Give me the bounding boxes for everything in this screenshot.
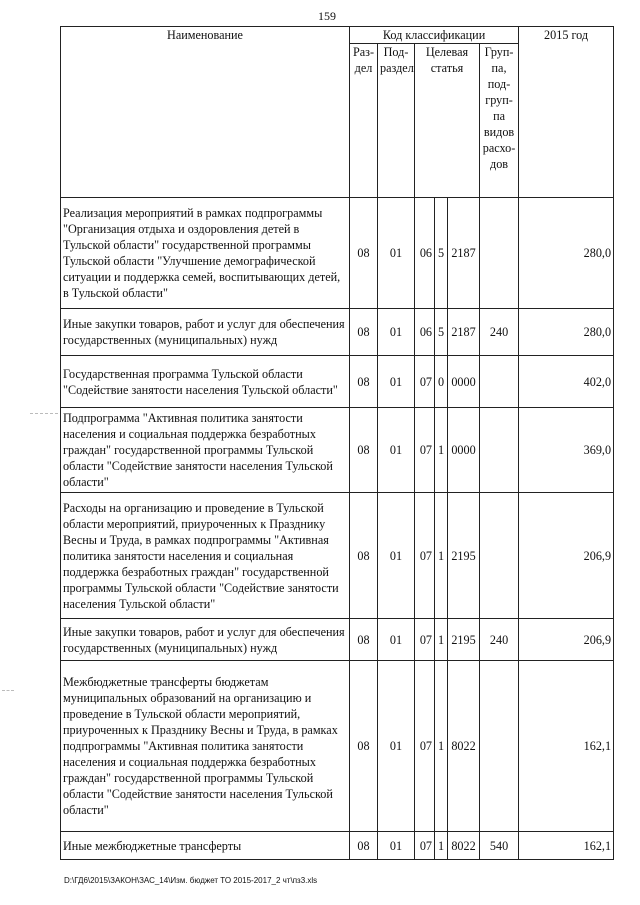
table-row	[61, 661, 614, 832]
header-target: Целевая статья	[415, 44, 480, 198]
row-amount: 206,9	[519, 619, 614, 661]
table-row	[61, 408, 614, 493]
row-target-program: 07	[415, 408, 435, 493]
row-name: Иные закупки товаров, работ и услуг для обеспечения государственных (муниципальных) нужд	[61, 619, 350, 661]
row-razdel: 08	[350, 408, 378, 493]
row-expense-type	[480, 356, 519, 408]
row-target-program: 07	[415, 661, 435, 832]
row-razdel: 08	[350, 619, 378, 661]
row-razdel: 08	[350, 832, 378, 860]
file-path-footer: D:\ГД6\2015\ЗАКОН\ЗАС_14\Изм. бюджет ТО 2015-2017_2 чт\пз3.xls	[64, 876, 318, 885]
table-body	[61, 198, 614, 860]
row-target-program: 07	[415, 832, 435, 860]
row-target-subprogram: 0	[435, 356, 448, 408]
row-expense-type	[480, 408, 519, 493]
table-row	[61, 309, 614, 356]
row-target-program: 06	[415, 309, 435, 356]
row-target-subprogram: 5	[435, 309, 448, 356]
row-razdel: 08	[350, 356, 378, 408]
row-target-direction: 2187	[448, 309, 480, 356]
row-razdel: 08	[350, 493, 378, 619]
row-podrazdel: 01	[378, 493, 415, 619]
page-number: 159	[318, 9, 336, 23]
budget-table	[60, 26, 614, 860]
scan-artifact	[30, 413, 58, 414]
table-row	[61, 493, 614, 619]
row-podrazdel: 01	[378, 198, 415, 309]
header-razdel: Раз- дел	[350, 44, 378, 198]
row-target-direction: 8022	[448, 661, 480, 832]
row-target-program: 06	[415, 198, 435, 309]
row-amount: 206,9	[519, 493, 614, 619]
row-name: Расходы на организацию и проведение в Тульской области мероприятий, приуроченных к Празднику Весны и Труда, в рамках подпрограммы "Активная политика занятости населения и социальная поддержка безработных граждан" государственной программы Тульской области "Содействие занятости населения Тульской области"	[61, 493, 350, 619]
row-target-direction: 0000	[448, 408, 480, 493]
table-row	[61, 832, 614, 860]
row-amount: 280,0	[519, 309, 614, 356]
row-amount: 369,0	[519, 408, 614, 493]
row-target-subprogram: 5	[435, 198, 448, 309]
row-razdel: 08	[350, 661, 378, 832]
row-target-direction: 0000	[448, 356, 480, 408]
row-amount: 280,0	[519, 198, 614, 309]
row-target-direction: 2187	[448, 198, 480, 309]
row-target-program: 07	[415, 493, 435, 619]
row-name: Иные закупки товаров, работ и услуг для обеспечения государственных (муниципальных) нужд	[61, 309, 350, 356]
row-expense-type: 540	[480, 832, 519, 860]
row-target-subprogram: 1	[435, 832, 448, 860]
row-name: Иные межбюджетные трансферты	[61, 832, 350, 860]
header-name: Наименование	[61, 27, 350, 198]
row-target-subprogram: 1	[435, 661, 448, 832]
row-podrazdel: 01	[378, 832, 415, 860]
header-classification: Код классификации	[350, 27, 519, 44]
scan-artifact	[2, 690, 14, 691]
row-amount: 162,1	[519, 661, 614, 832]
row-name: Реализация мероприятий в рамках подпрограммы "Организация отдыха и оздоровления детей в Тульской области" государственной программы Тульской области "Улучшение демографической ситуации и поддержка семей, воспитывающих детей, в Тульской области"	[61, 198, 350, 309]
row-expense-type: 240	[480, 619, 519, 661]
row-razdel: 08	[350, 309, 378, 356]
row-podrazdel: 01	[378, 408, 415, 493]
row-target-subprogram: 1	[435, 619, 448, 661]
table-row	[61, 356, 614, 408]
row-expense-type	[480, 493, 519, 619]
row-target-subprogram: 1	[435, 408, 448, 493]
row-name: Подпрограмма "Активная политика занятости населения и социальная поддержка безработных граждан" государственной программы Тульской области "Содействие занятости населения Тульской области"	[61, 408, 350, 493]
row-razdel: 08	[350, 198, 378, 309]
row-amount: 402,0	[519, 356, 614, 408]
row-target-direction: 8022	[448, 832, 480, 860]
row-podrazdel: 01	[378, 356, 415, 408]
row-podrazdel: 01	[378, 619, 415, 661]
header-podrazdel: Под- раздел	[378, 44, 415, 198]
row-target-direction: 2195	[448, 493, 480, 619]
row-amount: 162,1	[519, 832, 614, 860]
table-row	[61, 198, 614, 309]
header-group: Груп- па, под- груп- па видов расхо- дов	[480, 44, 519, 198]
row-expense-type	[480, 661, 519, 832]
row-target-program: 07	[415, 619, 435, 661]
row-target-subprogram: 1	[435, 493, 448, 619]
table-row	[61, 619, 614, 661]
row-expense-type: 240	[480, 309, 519, 356]
row-podrazdel: 01	[378, 309, 415, 356]
header-year: 2015 год	[519, 27, 614, 198]
row-name: Государственная программа Тульской области "Содействие занятости населения Тульской области"	[61, 356, 350, 408]
row-expense-type	[480, 198, 519, 309]
row-target-direction: 2195	[448, 619, 480, 661]
row-podrazdel: 01	[378, 661, 415, 832]
row-name: Межбюджетные трансферты бюджетам муниципальных образований на организацию и проведение в Тульской области мероприятий, приуроченных к Празднику Весны и Труда, в рамках подпрограммы "Активная политика занятости населения и социальная поддержка безработных граждан" государственной программы Тульской области "Содействие занятости населения Тульской области"	[61, 661, 350, 832]
row-target-program: 07	[415, 356, 435, 408]
